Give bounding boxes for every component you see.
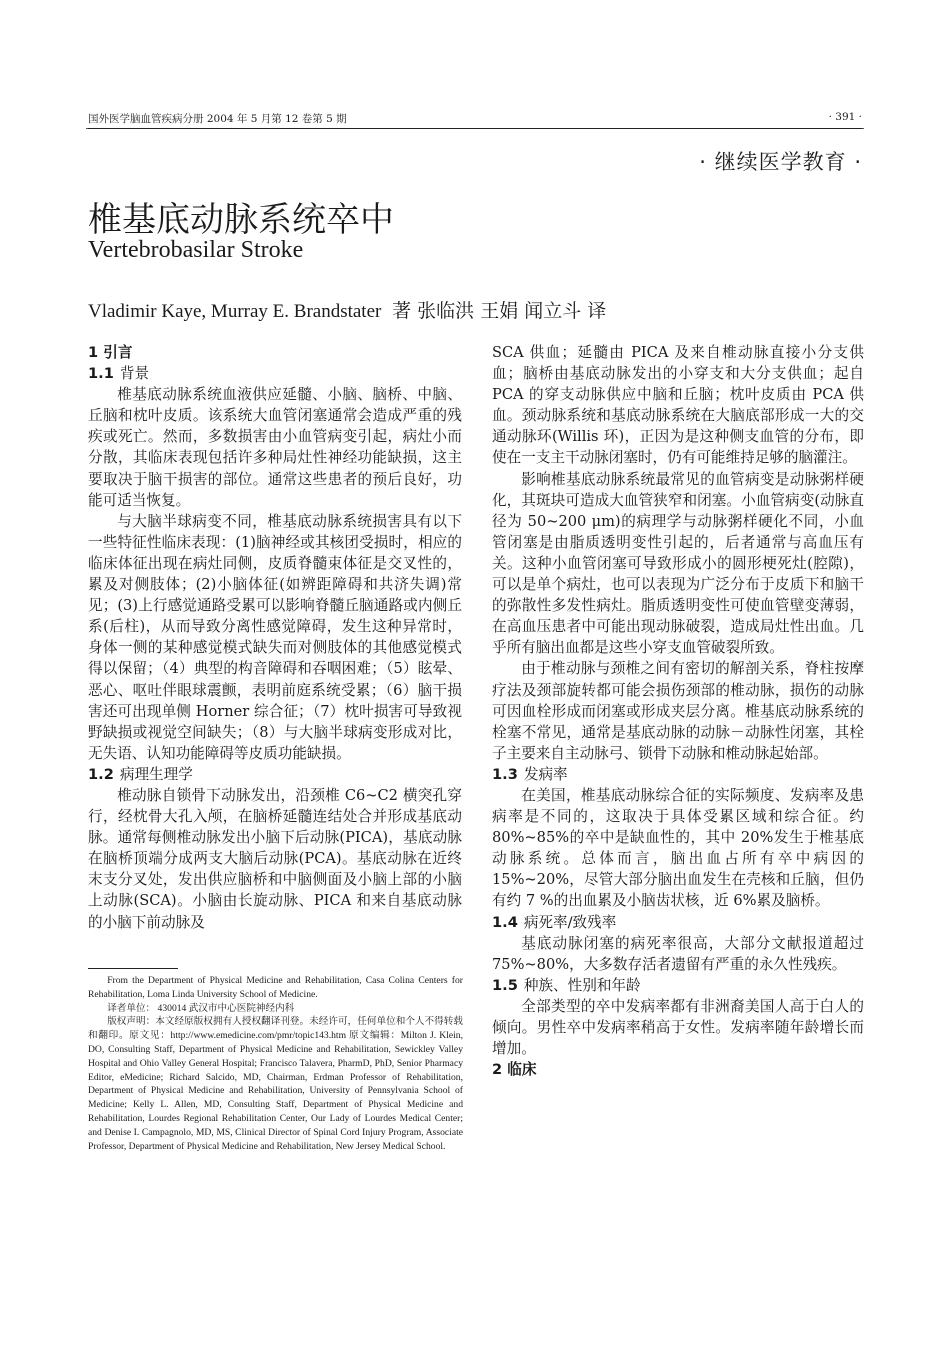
paragraph: 与大脑半球病变不同，椎基底动脉系统损害具有以下一些特征性临床表现：(1)脑神经或其核团受损时，相应的临床体征出现在病灶同侧，皮质脊髓束体征是交叉性的，累及对侧肢体；(2)小脑体征(如辨距障碍和共济失调)常见；(3)上行感觉通路受累可以影响脊髓丘脑通路或内侧丘系(后柱)，从而导致分离性感觉障碍，发生这种异常时，身体一侧的某种感觉模式缺失而对侧肢体的其他感觉模式得以保留；（4）典型的构音障碍和吞咽困难；（5）眩晕、恶心、呕吐伴眼球震颤，表明前庭系统受累；（6）脑干损害还可出现单侧 Horner 综合征；（7）枕叶损害可导致视野缺损或视觉空间缺失；（8）与大脑半球病变形成对比，无失语、认知功能障碍等皮质功能缺损。 bbox=[88, 512, 462, 762]
section-heading-intro: 1 引言 bbox=[88, 344, 133, 361]
subsection-title: 背景 bbox=[119, 365, 150, 383]
title-chinese: 椎基底动脉系统卒中 bbox=[88, 200, 394, 240]
page-number: · 391 · bbox=[828, 111, 862, 123]
subsection-number: 1.1 bbox=[88, 365, 114, 383]
journal-info: 国外医学脑血管疾病分册 2004 年 5 月第 12 卷第 5 期 bbox=[88, 113, 347, 125]
paragraph: 影响椎基底动脉系统最常见的血管病变是动脉粥样硬化，其斑块可造成大血管狭窄和闭塞。小血管病变(动脉直径为 50~200 μm)的病理学与动脉粥样硬化不同，小血管闭塞是由脂质透明变性引起的，后者通常与高血压有关。这种小血管闭塞可导致形成小的圆形梗死灶(腔隙)，可以是单个病灶，也可以表现为广泛分布于皮质下和脑干的弥散性多发性病灶。脂质透明变性可使血管壁变薄弱，在高血压患者中可能出现动脉破裂，造成局灶性出血。几乎所有脑出血都是这些小穿支血管破裂所致。 bbox=[492, 470, 864, 657]
subsection-heading-mortality bbox=[492, 912, 864, 933]
paragraph: 基底动脉闭塞的病死率很高，大部分文献报道超过 75%~80%，大多数存活者遗留有严重的永久性残疾。 bbox=[492, 934, 864, 973]
section-heading-clinical: 2 临床 bbox=[492, 1061, 537, 1079]
footnote bbox=[88, 974, 463, 1153]
column-label: · 继续医学教育 · bbox=[699, 150, 862, 174]
authors-english: Vladimir Kaye, Murray E. Brandstater bbox=[88, 301, 382, 322]
subsection-title: 病死率/致残率 bbox=[523, 913, 617, 931]
translators: 著 张临洪 王娟 闻立斗 译 bbox=[392, 300, 607, 322]
footnote-rule bbox=[88, 968, 178, 969]
subsection-title: 种族、性别和年龄 bbox=[523, 976, 641, 994]
subsection-heading-demographics bbox=[492, 975, 864, 996]
footnote-translator-unit: 译者单位： 430014 武汉市中心医院神经内科 bbox=[107, 1002, 295, 1014]
subsection-number: 1.2 bbox=[88, 765, 114, 783]
subsection-heading-incidence bbox=[492, 764, 864, 785]
subsection-heading-background bbox=[88, 363, 462, 384]
footnote-affiliation: From the Department of Physical Medicine and Rehabilitation, Casa Colina Centers for Rehabilitation, Loma Linda University School of Medicine. bbox=[88, 975, 463, 1000]
subsection-title: 病理生理学 bbox=[119, 765, 193, 783]
paragraph: 在美国，椎基底动脉综合征的实际频度、发病率及患病率是不同的，这取决于具体受累区域和综合征。约 80%~85%的卒中是缺血性的，其中 20%发生于椎基底动脉系统。总体而言，脑出血占所有卒中病因的 15%~20%，尽管大部分脑出血发生在壳核和丘脑，但仍有约 7 %的出血累及小脑齿状核，近 6%累及脑桥。 bbox=[492, 786, 864, 910]
title-english: Vertebrobasilar Stroke bbox=[88, 237, 304, 263]
footnote-copyright: 版权声明：本文经原版权拥有人授权翻译刊登。未经许可，任何单位和个人不得转载和翻印。原文见：http://www.emedicine.com/pmr/topic143.htm 原文编辑：Milton J. Klein, DO, Consulting Staff, Department of Physical Medicine and Rehabilitation, Sewickley Valley Hospital and Ohio Valley General Hospital; Francisco Talavera, PharmD, PhD, Senior Pharmacy Editor, eMedicine; Richard Salcido, MD, Chairman, Erdman Professor of Rehabilitation, Department of Physical Medicine and Rehabilitation, University of Pennsylvania School of Medicine; Kelly L. Allen, MD, Consulting Staff, Department of Physical Medicine and Rehabilitation, Lourdes Regional Rehabilitation Center, Our Lady of Lourdes Medical Center; and Denise I. Campagnolo, MD, MS, Clinical Director of Spinal Cord Injury Program, Associate Professor, Department of Physical Medicine and Rehabilitation, New Jersey Medical School. bbox=[88, 1016, 463, 1152]
paragraph: 由于椎动脉与颈椎之间有密切的解剖关系，脊柱按摩疗法及颈部旋转都可能会损伤颈部的椎动脉，损伤的动脉可因血栓形成而闭塞或形成夹层分离。椎基底动脉系统的栓塞不常见，通常是基底动脉的动脉－动脉性闭塞，其栓子主要来自主动脉弓、锁骨下动脉和椎动脉起始部。 bbox=[492, 660, 864, 762]
paragraph: 椎动脉自锁骨下动脉发出，沿颈椎 C6~C2 横突孔穿行，经枕骨大孔入颅，在脑桥延髓连结处合并形成基底动脉。通常每侧椎动脉发出小脑下后动脉(PICA)，基底动脉在脑桥顶端分成两支大脑后动脉(PCA)。基底动脉在近终末支分叉处，发出供应脑桥和中脑侧面及小脑上部的小脑上动脉(SCA)。小脑由长旋动脉、PICA 和来自基底动脉的小脑下前动脉及 bbox=[88, 786, 462, 931]
author-line bbox=[88, 296, 606, 323]
paragraph: 全部类型的卒中发病率都有非洲裔美国人高于白人的倾向。男性卒中发病率稍高于女性。发病率随年龄增长而增加。 bbox=[492, 997, 864, 1058]
subsection-number: 1.4 bbox=[492, 913, 518, 931]
left-column bbox=[88, 342, 462, 933]
subsection-number: 1.3 bbox=[492, 765, 518, 783]
right-column bbox=[492, 342, 864, 1080]
running-header bbox=[88, 110, 862, 129]
paragraph: 椎基底动脉系统血液供应延髓、小脑、脑桥、中脑、丘脑和枕叶皮质。该系统大血管闭塞通常会造成严重的残疾或死亡。然而，多数损害由小血管病变引起，病灶小而分散，其临床表现包括许多种局灶性神经功能缺损，这主要取决于脑干损害的部位。通常这些患者的预后良好，功能可适当恢复。 bbox=[88, 386, 462, 509]
subsection-heading-pathophysiology bbox=[88, 764, 462, 785]
subsection-title: 发病率 bbox=[523, 765, 568, 783]
subsection-number: 1.5 bbox=[492, 976, 518, 994]
paragraph: SCA 供血；延髓由 PICA 及来自椎动脉直接小分支供血；脑桥由基底动脉发出的小穿支和大分支供血；起自 PCA 的穿支动脉供应中脑和丘脑；枕叶皮质由 PCA 供血。颈动脉系统和基底动脉系统在大脑底部形成一大的交通动脉环(Willis 环)，正因为是这种侧支血管的分布，即使在一支主干动脉闭塞时，仍有可能维持足够的脑灌注。 bbox=[492, 344, 864, 467]
